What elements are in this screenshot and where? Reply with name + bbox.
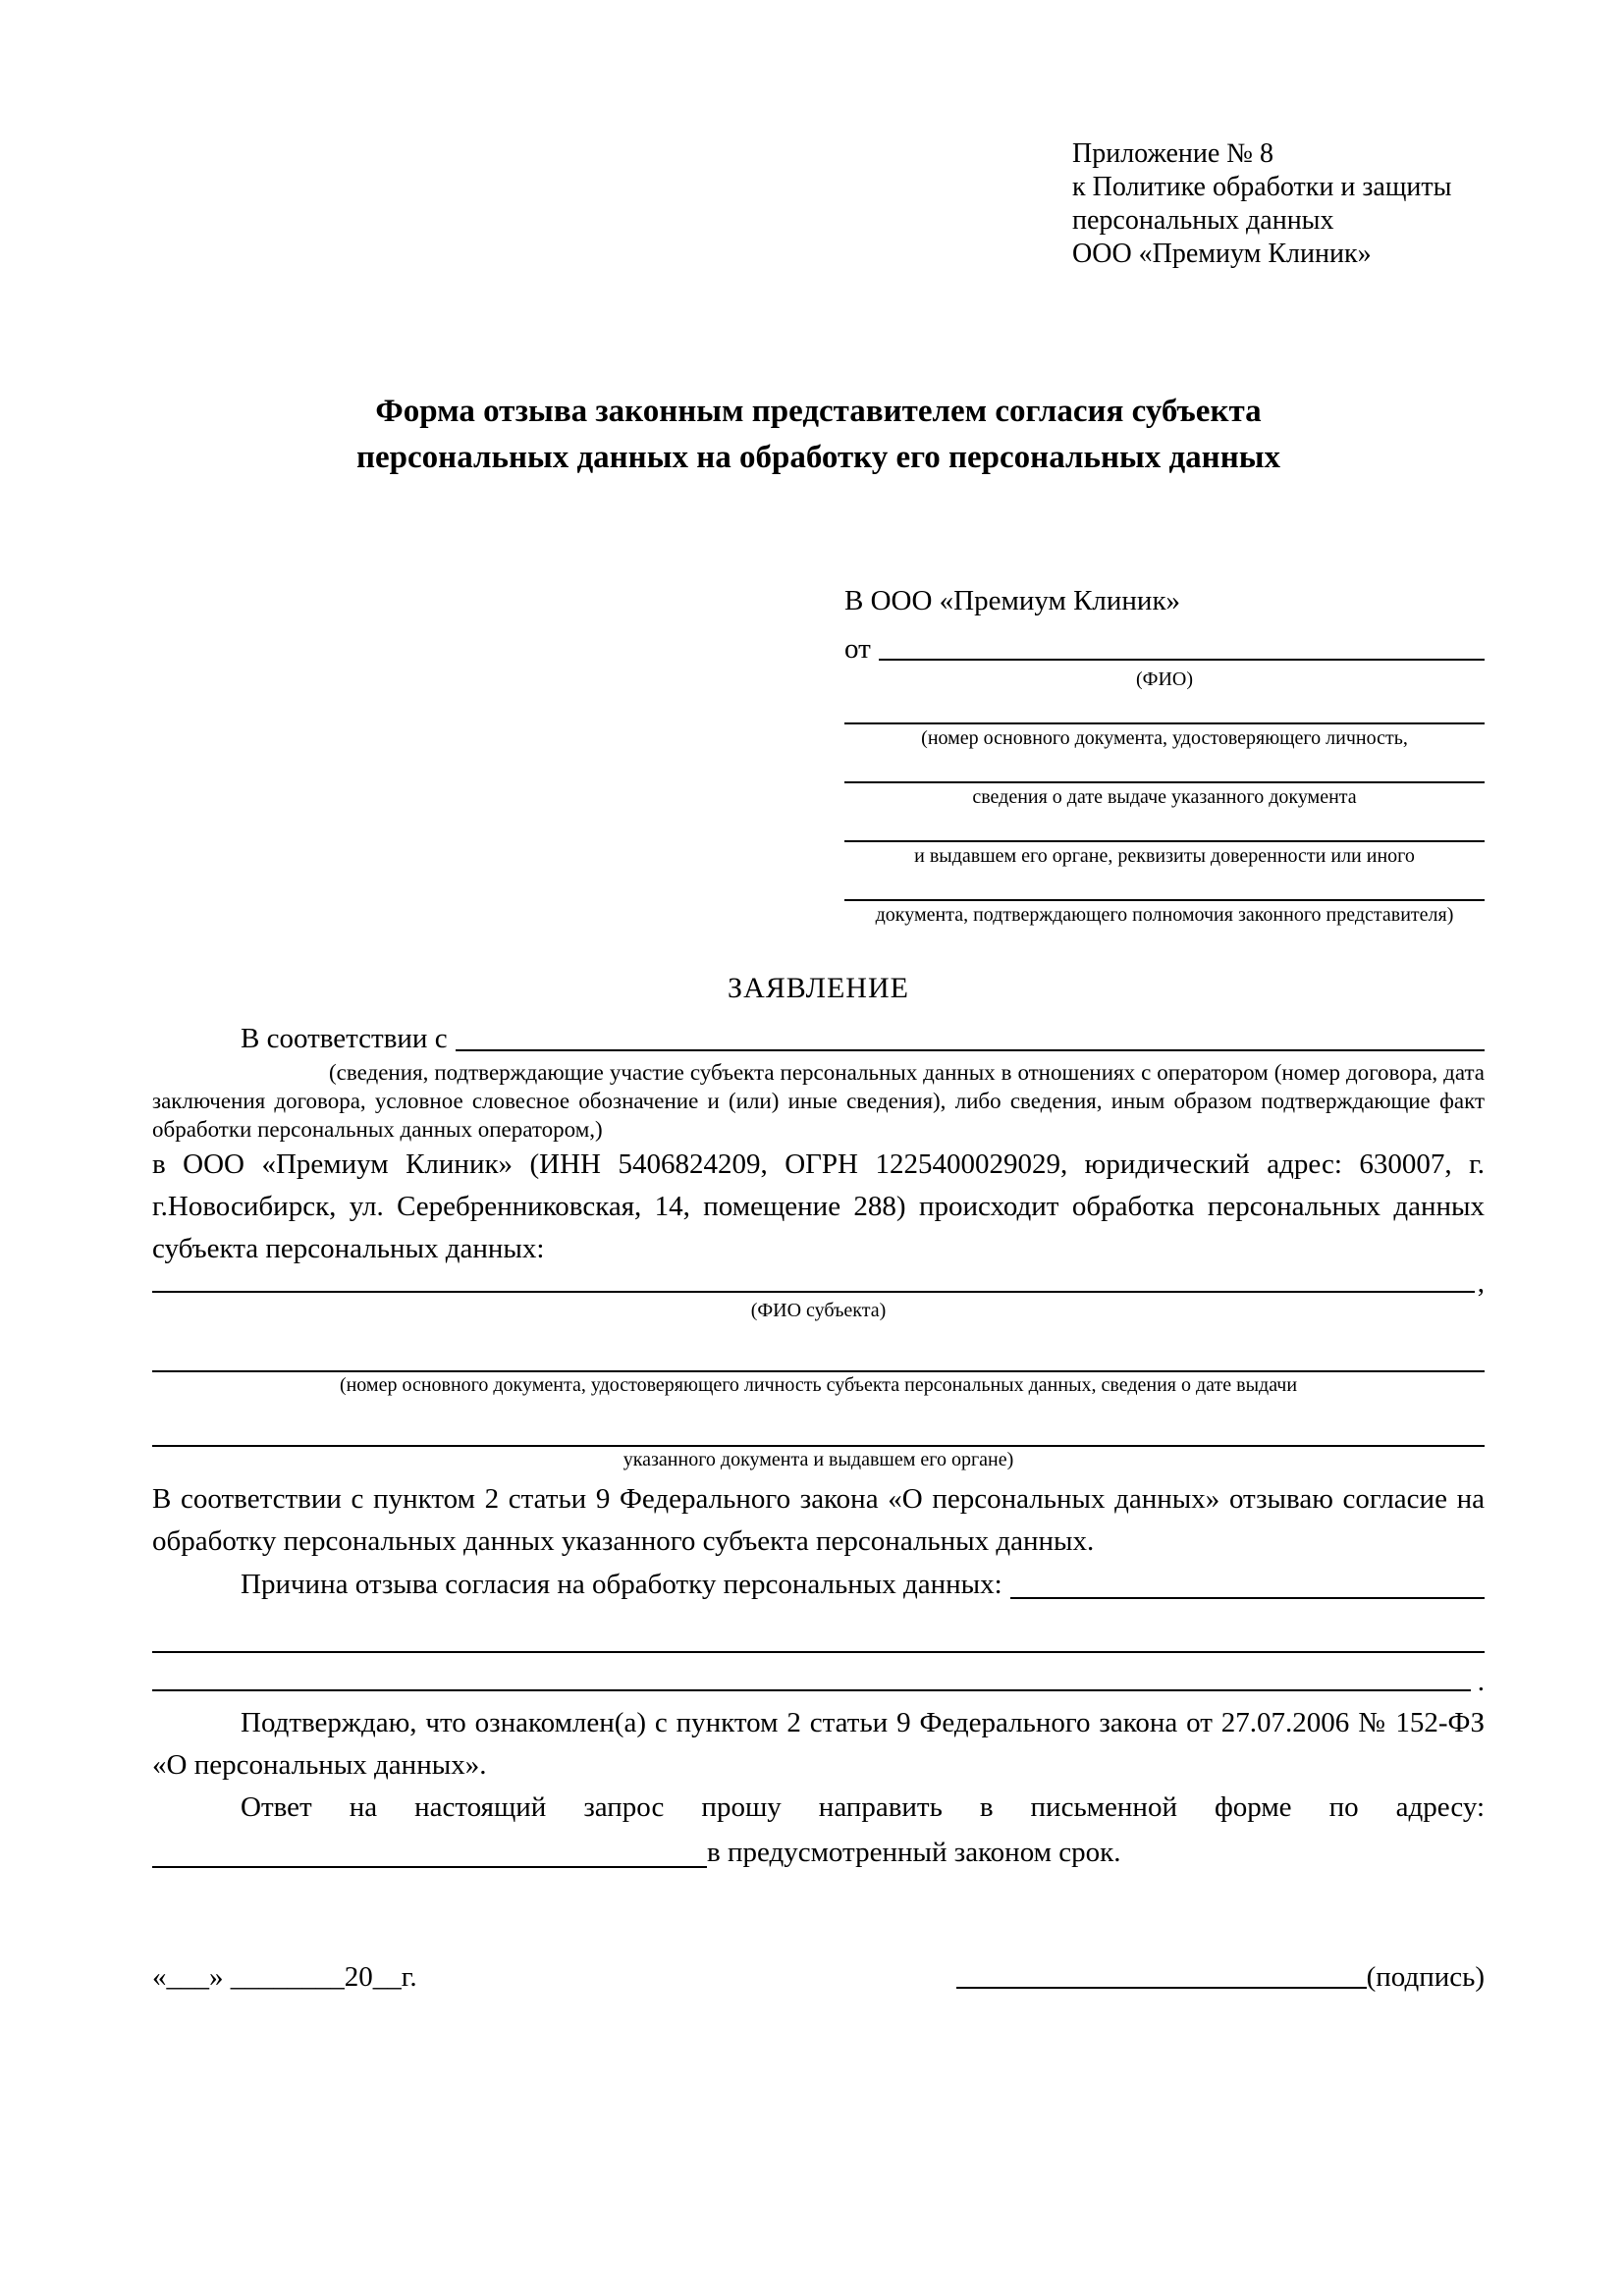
reason-blank-line-2-row xyxy=(152,1655,1485,1696)
form-title xyxy=(152,389,1485,481)
caption-representative-doc-1: (номер основного документа, удостоверяющего личность, xyxy=(921,727,1408,749)
caption-representative-doc-2: сведения о дате выдаче указанного документа xyxy=(972,786,1357,808)
withdraw-paragraph: В соответствии с пунктом 2 статьи 9 Федерального закона «О персональных данных» отзываю согласие на обработку персональных данных указанного субъекта персональных данных. xyxy=(152,1483,1485,1557)
subject-fio-blank-field xyxy=(152,1291,1475,1293)
annex-line-3: персональных данных xyxy=(1072,205,1334,236)
blank-field-representative-doc-2 xyxy=(844,754,1485,783)
intro-row xyxy=(152,1017,1485,1056)
statement-heading: ЗАЯВЛЕНИЕ xyxy=(728,972,909,1004)
date-blank-text: «___» ________20__г. xyxy=(152,1961,417,1993)
caption-subject-doc-2: указанного документа и выдавшем его органе) xyxy=(623,1449,1014,1470)
form-title-line-2: персональных данных на обработку его персональных данных xyxy=(356,440,1280,475)
subject-fio-row xyxy=(152,1267,1485,1299)
caption-subject-doc-1: (номер основного документа, удостоверяющего личность субъекта персональных данных, сведения о дате выдачи xyxy=(339,1374,1298,1396)
footer-row xyxy=(152,1959,1485,1995)
annex-block xyxy=(1072,137,1485,271)
signature-blank-field xyxy=(956,1961,1367,1989)
address-blank-field xyxy=(152,1866,707,1868)
subject-doc-blank-field-2 xyxy=(152,1419,1485,1447)
blank-field-representative-doc-4 xyxy=(844,872,1485,901)
reason-row xyxy=(152,1563,1485,1604)
annex-line-1: Приложение № 8 xyxy=(1072,138,1273,169)
addressee-from-row xyxy=(844,630,1485,666)
confirm-paragraph: Подтверждаю, что ознакомлен(а) с пунктом 2 статьи 9 Федерального закона от 27.07.2006 № 152-ФЗ «О персональных данных». xyxy=(152,1707,1485,1781)
subject-doc-blank-field-1 xyxy=(152,1345,1485,1372)
caption-representative-doc-4: документа, подтверждающего полномочия законного представителя) xyxy=(875,904,1454,926)
reason-blank-line-2 xyxy=(152,1689,1471,1691)
blank-field-representative-doc-1 xyxy=(844,695,1485,724)
reply-tail-row xyxy=(152,1829,1485,1873)
reply-address-line: Ответ на настоящий запрос прошу направить в письменной форме по адресу: xyxy=(241,1791,1485,1823)
addressee-block xyxy=(844,583,1485,929)
from-blank-field xyxy=(879,659,1485,661)
signature-caption: (подпись) xyxy=(1366,1961,1485,1993)
annex-line-2: к Политике обработки и защиты xyxy=(1072,172,1452,202)
blank-field-representative-doc-3 xyxy=(844,813,1485,842)
reason-blank-field xyxy=(1010,1597,1485,1599)
reason-blank-line-1 xyxy=(152,1626,1485,1653)
small-print-note: (сведения, подтверждающие участие субъекта персональных данных в отношениях с оператором (номер договора, дата заключения договора, условное словесное обозначение и (или) иные сведения), либо сведения, иным образом подтверждающие факт обработки персональных данных оператором,) xyxy=(152,1060,1485,1142)
addressee-to: В ООО «Премиум Клиник» xyxy=(844,585,1181,616)
caption-representative-doc-3: и выдавшем его органе, реквизиты доверенности или иного xyxy=(914,845,1415,867)
intro-label: В соответствии с xyxy=(241,1023,448,1054)
from-label: от xyxy=(844,633,871,665)
caption-fio: (ФИО) xyxy=(1135,668,1193,690)
form-title-line-1: Форма отзыва законным представителем согласия субъекта xyxy=(375,394,1262,429)
operator-paragraph: в ООО «Премиум Клиник» (ИНН 5406824209, ОГРН 1225400029029, юридический адрес: 630007, г. г.Новосибирск, ул. Серебренниковская, 14, помещение 288) происходит обработка персональных данных субъекта персональных данных: xyxy=(152,1148,1485,1264)
trailing-comma: , xyxy=(1477,1267,1485,1299)
signature-group xyxy=(956,1959,1485,1995)
reply-tail-text: в предусмотренный законом срок. xyxy=(707,1837,1121,1868)
intro-blank-field xyxy=(456,1049,1485,1051)
annex-line-4: ООО «Премиум Клиник» xyxy=(1072,239,1372,269)
reason-label: Причина отзыва согласия на обработку персональных данных: xyxy=(241,1569,1002,1600)
caption-subject-fio: (ФИО субъекта) xyxy=(750,1300,887,1321)
trailing-period: . xyxy=(1477,1666,1485,1697)
